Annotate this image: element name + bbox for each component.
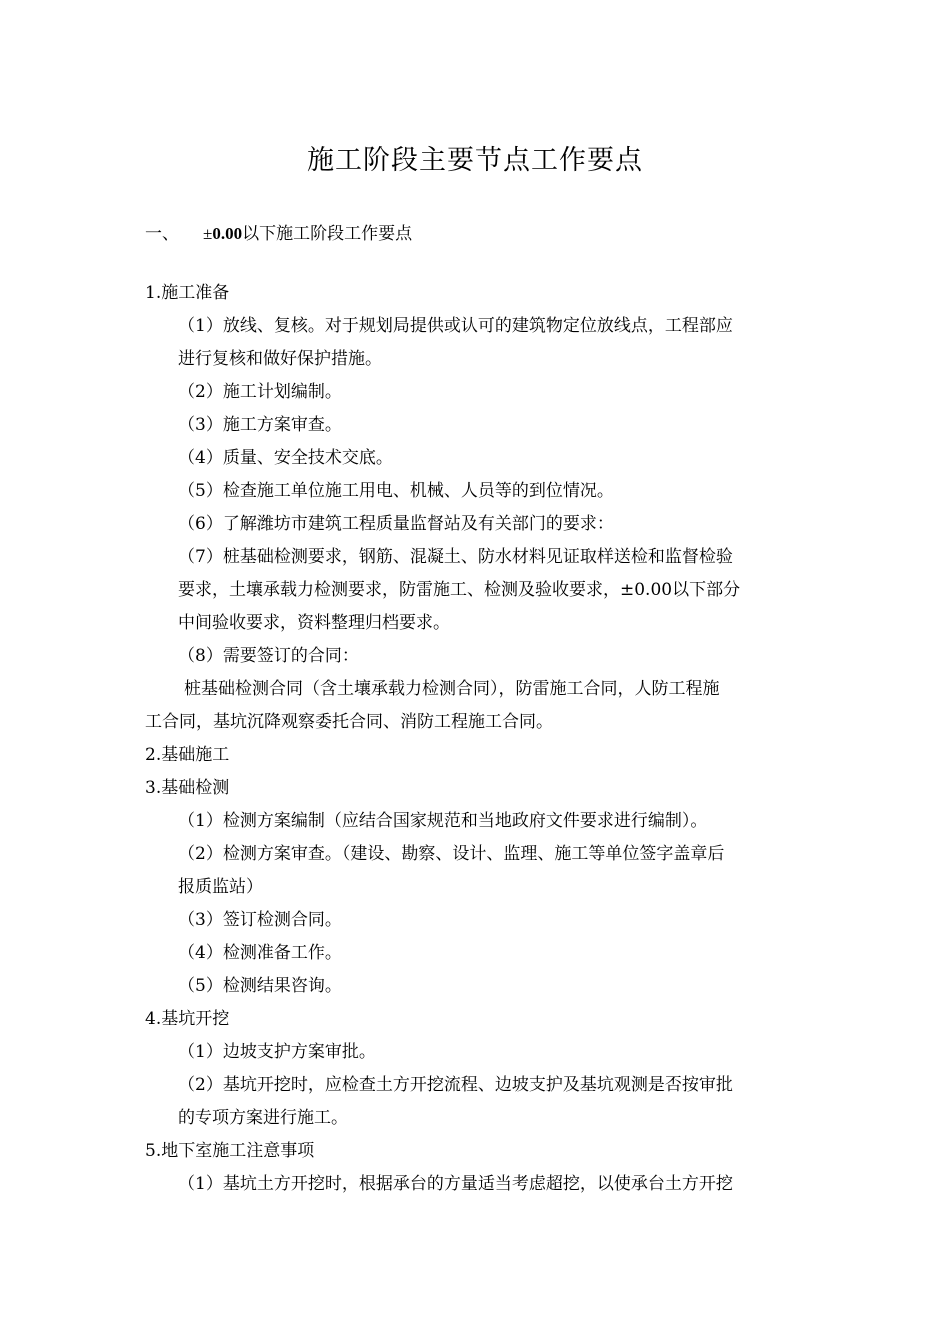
paragraph-line: （4）检测准备工作。 [178,943,342,963]
paragraph-line: （1）基坑土方开挖时，根据承台的方量适当考虑超挖，以使承台土方开挖 [178,1174,733,1194]
paragraph-line: （4）质量、安全技术交底。 [178,448,393,468]
paragraph-line: （7）桩基础检测要求，钢筋、混凝土、防水材料见证取样送检和监督检验 [178,547,733,567]
paragraph-line: （1）检测方案编制（应结合国家规范和当地政府文件要求进行编制）。 [178,811,708,831]
paragraph-line: 要求，土壤承载力检测要求，防雷施工、检测及验收要求，±0.00以下部分 [178,580,741,600]
paragraph-line: （1）边坡支护方案审批。 [178,1042,376,1062]
paragraph-line: （8）需要签订的合同： [178,646,359,666]
section-subheading: 5.地下室施工注意事项 [145,1141,315,1161]
section-prefix: ± [203,224,213,243]
paragraph-line: （2）基坑开挖时，应检查土方开挖流程、边坡支护及基坑观测是否按审批 [178,1075,733,1095]
paragraph-line: （2）施工计划编制。 [178,382,342,402]
paragraph-line: 报质监站） [178,877,263,897]
paragraph-line: 工合同，基坑沉降观察委托合同、消防工程施工合同。 [145,712,553,732]
paragraph-line: （5）检测结果咨询。 [178,976,342,996]
paragraph-line: （3）施工方案审查。 [178,415,342,435]
paragraph-line: （6）了解潍坊市建筑工程质量监督站及有关部门的要求： [178,514,614,534]
paragraph-line: （2）检测方案审查。（建设、勘察、设计、监理、施工等单位签字盖章后 [178,844,725,864]
section-number: 一、 [145,224,179,244]
page-title: 施工阶段主要节点工作要点 [307,145,643,176]
document-body [145,277,813,1201]
section-value: 0.00 [212,224,243,243]
section-subheading: 3.基础检测 [145,778,230,798]
paragraph-line: （3）签订检测合同。 [178,910,342,930]
paragraph-line: 的专项方案进行施工。 [178,1108,348,1128]
paragraph-line: 中间验收要求，资料整理归档要求。 [178,613,450,633]
paragraph-line: （1）放线、复核。对于规划局提供或认可的建筑物定位放线点，工程部应 [178,316,733,336]
section-subheading: 1.施工准备 [145,283,230,303]
paragraph-line: 进行复核和做好保护措施。 [178,349,382,369]
section-subheading: 4.基坑开挖 [145,1009,230,1029]
section-heading [145,219,412,244]
paragraph-line: 桩基础检测合同（含土壤承载力检测合同），防雷施工合同，人防工程施 [184,679,720,699]
section-text: 以下施工阶段工作要点 [242,224,413,244]
section-subheading: 2.基础施工 [145,745,230,765]
paragraph-line: （5）检查施工单位施工用电、机械、人员等的到位情况。 [178,481,614,501]
